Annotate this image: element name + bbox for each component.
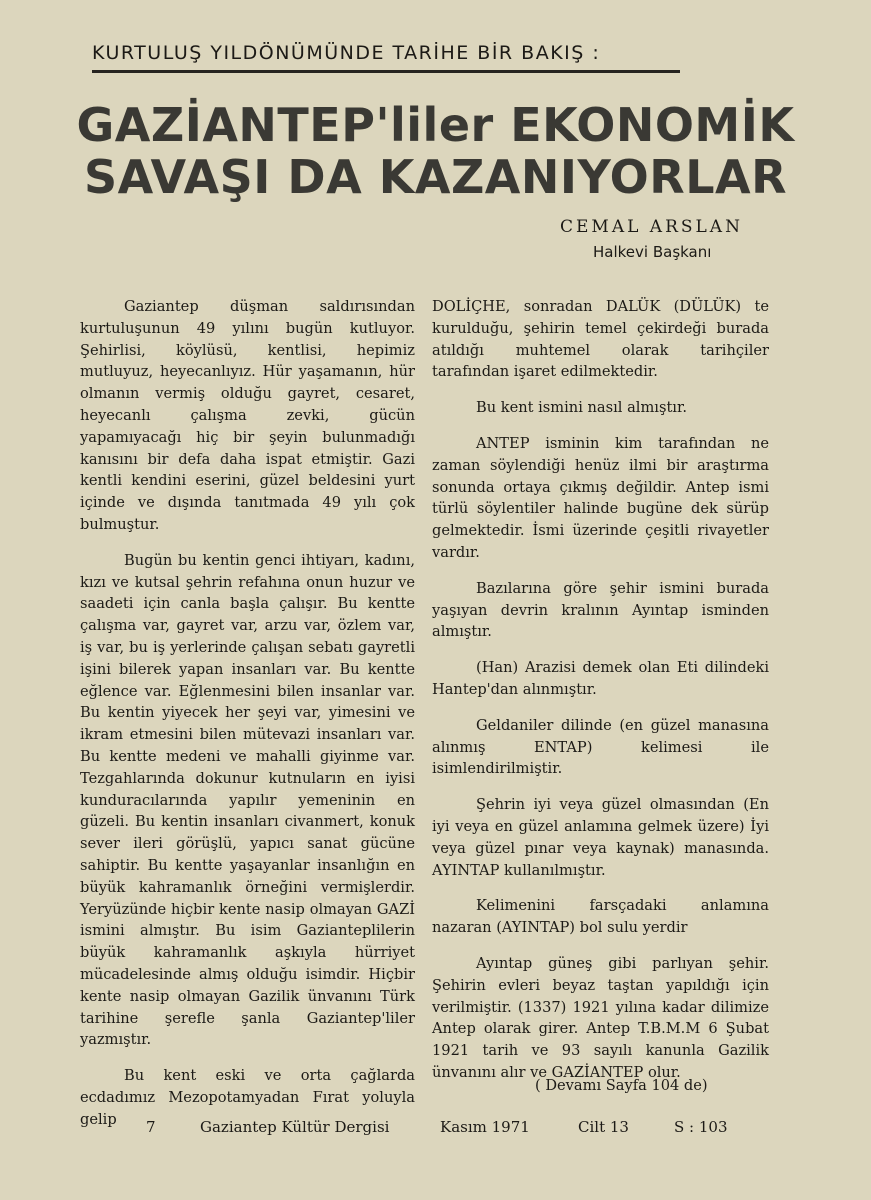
paragraph: DOLİÇHE, sonradan DALÜK (DÜLÜK) te kurulduğu, şehirin temel çekirdeği burada atıldığı muhtemel olarak tarihçiler tarafından işaret edilmektedir. bbox=[432, 298, 769, 381]
page-number: 7 bbox=[146, 1118, 156, 1136]
paragraph: (Han) Arazisi demek olan Eti dilindeki Hantep'dan alınmıştır. bbox=[432, 659, 769, 698]
headline-line-1: GAZİANTEP'liler EKONOMİK bbox=[76, 98, 795, 152]
paragraph: Bu kent ismini nasıl almıştır. bbox=[476, 399, 687, 417]
journal-name: Gaziantep Kültür Dergisi bbox=[200, 1118, 390, 1136]
volume-label: Cilt 13 bbox=[578, 1118, 629, 1136]
paragraph: ANTEP isminin kim tarafından ne zaman söylendiği henüz ilmi bir araştırma sonunda ortaya çıkmış değildir. Antep ismi türlü söylentiler halinde bugüne dek sürüp gelmektedir. İsmi üzerinde çeşitli rivayetler vardır. bbox=[432, 434, 769, 561]
paragraph: Şehrin iyi veya güzel olmasından (En iyi veya en güzel anlamına gelmek üzere) İyi veya güzel pınar veya kaynak) manasında. AYINTAP kullanılmıştır. bbox=[432, 796, 769, 879]
left-column bbox=[80, 296, 415, 1144]
paragraph: Bu kent eski ve orta çağlarda ecdadımız Mezopotamyadan Fırat yoluyla gelip bbox=[80, 1067, 415, 1128]
paragraph: Kelimenini farsçadaki anlamına nazaran (AYINTAP) bol sulu yerdir bbox=[432, 897, 769, 937]
paragraph: Gaziantep düşman saldırısından kurtuluşunun 49 yılını bugün kutluyor. Şehirlisi, köylüsü, kentlisi, hepimiz mutluyuz, heyecanlıyız. Hür yaşamanın, hür olmanın vermiş olduğu gayret, cesaret, heyecanlı çalışma zevki, gücün yapamıyacağı hiç bir şeyin bulunmadığı kanısını bir defa daha ispat etmiştir. Gazi kentli kendini eserini, güzel beldesini yurt içinde ve dışında tanıtmada 49 yılı çok bulmuştur. bbox=[80, 298, 415, 533]
right-column bbox=[432, 296, 769, 1098]
paragraph: Ayıntap güneş gibi parlıyan şehir. Şehirin evleri beyaz taştan yapıldığı için verilmiştir. (1337) 1921 yılına kadar dilimize Antep olarak girer. Antep T.B.M.M 6 Şubat 1921 tarih ve 93 sayılı kanunla Gazilik ünvanını alır ve GAZİANTEP olur. bbox=[432, 954, 769, 1081]
author-role: Halkevi Başkanı bbox=[593, 243, 712, 261]
kicker-underline bbox=[92, 70, 680, 73]
issue-date: Kasım 1971 bbox=[440, 1118, 530, 1136]
issue-number: S : 103 bbox=[674, 1118, 728, 1136]
paragraph: Geldaniler dilinde (en güzel manasına alınmış ENTAP) kelimesi ile isimlendirilmiştir. bbox=[432, 716, 769, 778]
headline-line-2: SAVAŞI DA KAZANIYORLAR bbox=[83, 150, 788, 204]
paragraph: Bugün bu kentin genci ihtiyarı, kadını, kızı ve kutsal şehrin refahına onun huzur ve saadeti için canla başla çalışır. Bu kentte çalışma var, gayret var, arzu var, özlem var, iş var, bu iş yerlerinde çalışan sebatı gayretli işini bilerek yapan insanları var. Bu kentte eğlence var. Eğlenmesini bilen insanlar var. Bu kentin yiyecek her şeyi var, yimesini ve ikram etmesini bilen mütevazi insanları var. Bu kentte medeni ve mahalli giyinme var. Tezgahlarında dokunur kutnuların en iyisi kunduracılarında yapılır yemeninin en güzeli. Bu kentin insanları civanmert, konuk sever ileri görüşlü, yapıcı sanat gücüne sahiptir. Bu kentte yaşayanlar insanlığın en büyük kahramanlık örneğini vermişlerdir. Yeryüzünde hiçbir kente nasip olmayan GAZİ ismini almıştır. Bu isim Gazianteplilerin büyük kahramanlık aşkıyla hürriyet mücadelesinde almış olduğu isimdir. Hiçbir kente nasip olmayan Gazilik ünvanını Türk tarihine şerefle şanla Gaziantep'liler yazmıştır. bbox=[80, 551, 415, 1049]
continuation-note: ( Devamı Sayfa 104 de) bbox=[535, 1077, 708, 1094]
paragraph: Bazılarına göre şehir ismini burada yaşıyan devrin kralının Ayıntap isminden almıştır. bbox=[432, 579, 769, 641]
section-kicker: KURTULUŞ YILDÖNÜMÜNDE TARİHE BİR BAKIŞ : bbox=[92, 42, 601, 64]
author-name: CEMAL ARSLAN bbox=[560, 217, 743, 237]
